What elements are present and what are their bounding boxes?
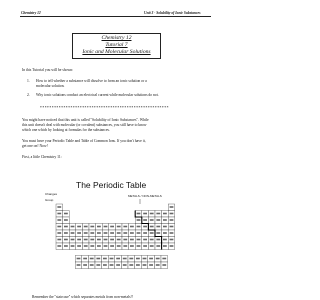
element-symbol-mark [71, 245, 75, 247]
element-symbol-mark [77, 239, 81, 241]
header-rule [20, 16, 211, 17]
element-symbol-mark [90, 264, 94, 266]
element-symbol-mark [64, 239, 68, 241]
element-symbol-mark [137, 213, 141, 215]
element-symbol-mark [162, 258, 166, 260]
element-symbol-mark [77, 232, 81, 234]
element-symbol-mark [83, 258, 87, 260]
element-symbol-mark [137, 239, 141, 241]
element-symbol-mark [90, 258, 94, 260]
element-symbol-mark [97, 226, 101, 228]
periodic-table-title: The Periodic Table [76, 180, 147, 190]
element-symbol-mark [130, 239, 134, 241]
element-symbol-mark [64, 245, 68, 247]
element-symbol-mark [130, 232, 134, 234]
element-symbol-mark [104, 226, 108, 228]
para1-line-2: this unit doesn't deal with molecular (or covalent) substances, you still have to know [22, 123, 147, 127]
element-symbol-mark [150, 226, 154, 228]
element-symbol-mark [156, 219, 160, 221]
element-symbol-mark [77, 226, 81, 228]
element-symbol-mark [117, 239, 121, 241]
element-symbol-mark [123, 239, 127, 241]
element-symbol-mark [143, 239, 147, 241]
element-symbol-mark [110, 226, 114, 228]
group-label: Group [45, 198, 54, 202]
element-symbol-mark [104, 245, 108, 247]
element-symbol-mark [137, 245, 141, 247]
list-item-2-line-1: Why ionic solutions conduct an electrical current while molecular solutions do not. [36, 93, 159, 97]
element-symbol-mark [143, 219, 147, 221]
element-symbol-mark [143, 245, 147, 247]
element-symbol-mark [123, 245, 127, 247]
element-symbol-mark [90, 245, 94, 247]
element-symbol-mark [71, 226, 75, 228]
element-symbol-mark [90, 232, 94, 234]
svg-text:METALS / NON-METALS: METALS / NON-METALS [128, 194, 162, 198]
element-symbol-mark [143, 232, 147, 234]
element-symbol-mark [143, 226, 147, 228]
element-symbol-mark [163, 219, 167, 221]
header-right: Unit 3 - Solubility of Ionic Substances [144, 11, 201, 15]
element-symbol-mark [77, 258, 81, 260]
element-symbol-mark [156, 213, 160, 215]
element-symbol-mark [129, 258, 133, 260]
staircase-caption: Remember the "staircase" which separates metals from non-metals!! [32, 295, 133, 299]
element-symbol-mark [150, 213, 154, 215]
element-symbol-mark [117, 232, 121, 234]
element-symbol-mark [130, 226, 134, 228]
element-symbol-mark [110, 239, 114, 241]
title-box [72, 33, 161, 59]
element-symbol-mark [170, 219, 174, 221]
element-symbol-mark [64, 232, 68, 234]
element-symbol-mark [84, 226, 88, 228]
element-symbol-mark [123, 226, 127, 228]
element-symbol-mark [149, 258, 153, 260]
first-text: First, a little Chemistry 11: [22, 155, 62, 159]
para2-line-1: You must have your Periodic Table and Table of Common Ions. If you don't have it, [22, 139, 146, 143]
element-symbol-mark [110, 264, 114, 266]
element-symbol-mark [163, 232, 167, 234]
element-symbol-mark [77, 264, 81, 266]
title-line-2: Tutorial 7 [105, 42, 128, 48]
title-line-3: Ionic and Molecular Solutions [82, 49, 151, 55]
element-symbol-mark [123, 232, 127, 234]
element-symbol-mark [156, 264, 160, 266]
element-symbol-mark [97, 245, 101, 247]
element-symbol-mark [170, 232, 174, 234]
element-symbol-mark [110, 232, 114, 234]
list-item-1-line-1: How to tell whether a substance will dissolve to form an ionic solution or a [36, 79, 147, 83]
element-symbol-mark [156, 258, 160, 260]
title-line-1: Chemistry 12 [101, 35, 132, 41]
element-symbol-mark [163, 239, 167, 241]
element-symbol-mark [97, 239, 101, 241]
element-symbol-mark [143, 258, 147, 260]
element-symbol-mark [84, 239, 88, 241]
element-symbol-mark [64, 226, 68, 228]
element-symbol-mark [150, 232, 154, 234]
element-symbol-mark [130, 245, 134, 247]
star-separator: ******************************************************* [40, 106, 169, 110]
element-symbol-mark [150, 245, 154, 247]
element-symbol-mark [90, 226, 94, 228]
list-item-2-number: 2. [27, 93, 30, 97]
element-symbol-mark [162, 264, 166, 266]
element-symbol-mark [116, 264, 120, 266]
element-symbol-mark [143, 213, 147, 215]
element-symbol-mark [116, 258, 120, 260]
element-symbol-mark [57, 219, 61, 221]
element-symbol-mark [57, 206, 61, 208]
changes-label: Changes [45, 192, 58, 196]
element-symbol-mark [104, 232, 108, 234]
para1-line-3: which one which by looking at formulas for the substances. [22, 128, 110, 132]
element-symbol-mark [143, 264, 147, 266]
element-symbol-mark [163, 245, 167, 247]
element-symbol-mark [150, 219, 154, 221]
element-symbol-mark [149, 264, 153, 266]
element-symbol-mark [90, 239, 94, 241]
element-symbol-mark [57, 245, 61, 247]
element-symbol-mark [110, 245, 114, 247]
element-symbol-mark [77, 245, 81, 247]
element-symbol-mark [71, 239, 75, 241]
element-symbol-mark [136, 264, 140, 266]
list-item-1-number: 1. [27, 79, 30, 83]
element-symbol-mark [117, 245, 121, 247]
element-symbol-mark [136, 258, 140, 260]
element-symbol-mark [137, 226, 141, 228]
intro-text: In this Tutorial you will be shown: [22, 68, 74, 72]
nonmetals-label: NON-METALS [142, 194, 162, 198]
element-symbol-mark [57, 239, 61, 241]
element-symbol-mark [123, 264, 127, 266]
element-symbol-mark [170, 245, 174, 247]
element-symbol-mark [83, 264, 87, 266]
element-symbol-mark [129, 264, 133, 266]
element-symbol-mark [156, 245, 160, 247]
element-symbol-mark [137, 232, 141, 234]
element-symbol-mark [150, 239, 154, 241]
element-symbol-mark [64, 213, 68, 215]
element-symbol-mark [96, 264, 100, 266]
element-symbol-mark [103, 258, 107, 260]
element-symbol-mark [156, 226, 160, 228]
element-symbol-mark [163, 213, 167, 215]
element-symbol-mark [84, 232, 88, 234]
element-symbol-mark [103, 264, 107, 266]
element-symbol-mark [57, 226, 61, 228]
element-symbol-mark [71, 232, 75, 234]
para1-line-1: You might have noticed that this unit is called "Solubility of Ionic Substances". While [22, 118, 149, 122]
element-symbol-mark [57, 213, 61, 215]
element-symbol-mark [84, 245, 88, 247]
element-symbol-mark [156, 232, 160, 234]
element-symbol-mark [110, 258, 114, 260]
para2-line-2: get one on! Now! [22, 144, 48, 148]
element-symbol-mark [64, 219, 68, 221]
element-symbol-mark [97, 232, 101, 234]
element-symbol-mark [104, 239, 108, 241]
element-symbol-mark [170, 206, 174, 208]
element-symbol-mark [96, 258, 100, 260]
element-symbol-mark [163, 226, 167, 228]
element-symbol-mark [170, 213, 174, 215]
metals-label: METALS [128, 194, 140, 198]
element-symbol-mark [137, 219, 141, 221]
element-symbol-mark [156, 239, 160, 241]
list-item-1-line-2: molecular solution. [36, 84, 65, 88]
element-symbol-mark [123, 258, 127, 260]
periodic-table-figure [44, 174, 180, 295]
element-symbol-mark [117, 226, 121, 228]
element-symbol-mark [57, 232, 61, 234]
element-symbol-mark [170, 239, 174, 241]
element-symbol-mark [170, 226, 174, 228]
header-left: Chemistry 12 [21, 11, 41, 15]
